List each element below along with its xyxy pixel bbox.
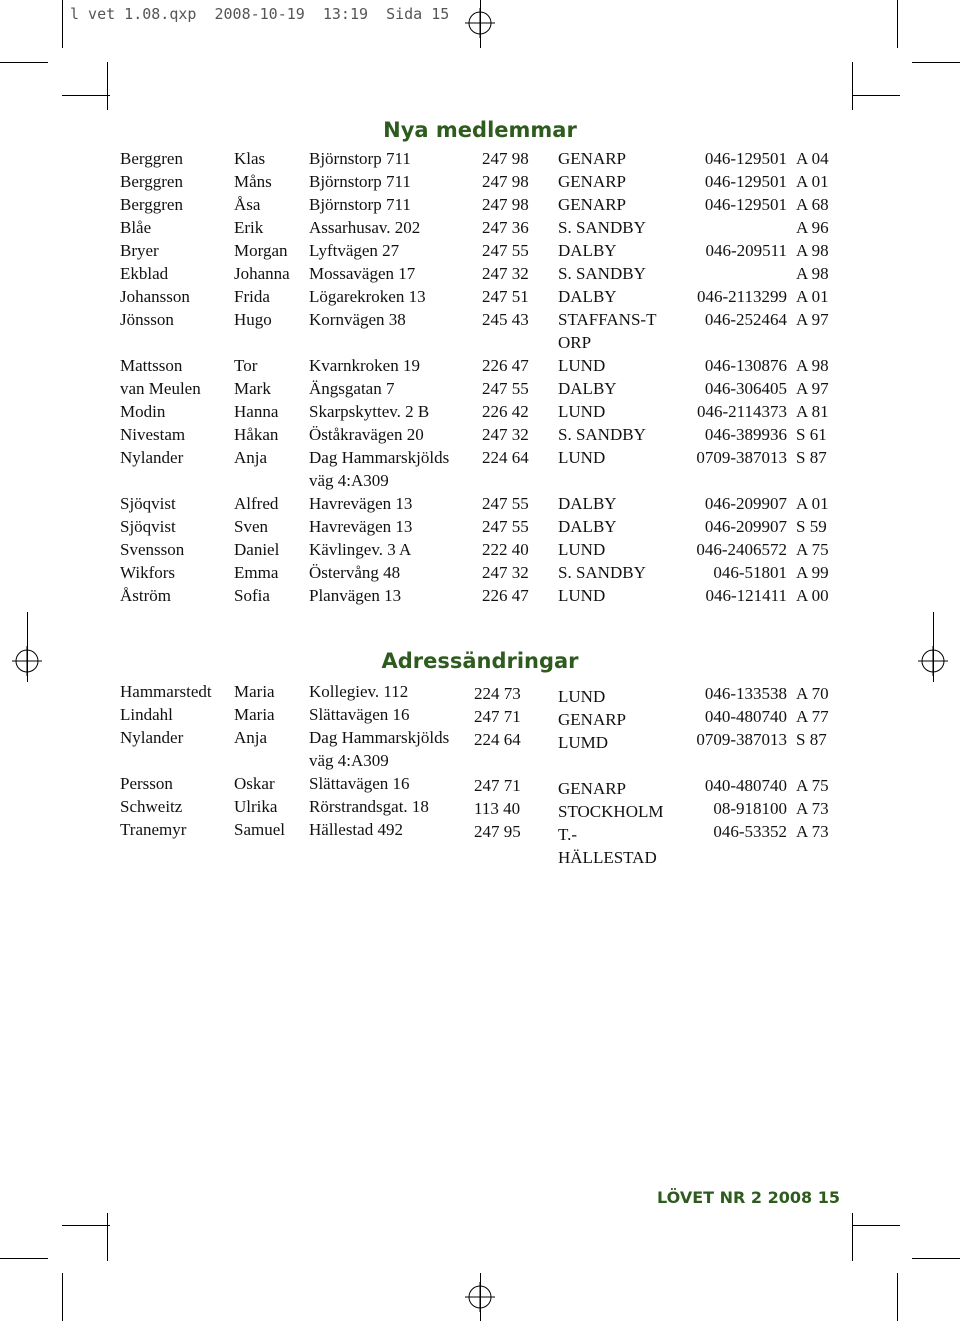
address: Ängsgatan 7 — [309, 379, 395, 398]
postal-code: 226 47 — [482, 356, 529, 375]
phone: 046-306405 — [704, 379, 787, 398]
postal-code: 247 95 — [474, 822, 521, 841]
first-name: Klas — [234, 149, 266, 168]
member-code: A 01 — [796, 494, 829, 513]
postal-code: 247 32 — [482, 425, 529, 444]
phone: 046-2114373 — [696, 402, 787, 421]
table-row — [120, 147, 832, 170]
member-code: A 81 — [796, 402, 829, 421]
address: Planvägen 13 — [309, 586, 402, 605]
table-row — [120, 377, 832, 400]
address-changes-table — [120, 680, 832, 867]
table-row — [120, 354, 832, 377]
first-name: Mark — [234, 379, 271, 398]
last-name: Ekblad — [120, 264, 169, 283]
phone: 0709-387013 — [696, 730, 787, 749]
table-row — [120, 446, 832, 492]
address: Lyftvägen 27 — [309, 241, 400, 260]
address: Havrevägen 13 — [309, 494, 413, 513]
city: S. SANDBY — [558, 425, 646, 444]
first-name: Daniel — [234, 540, 280, 559]
table-row — [120, 538, 832, 561]
table-row — [120, 285, 832, 308]
first-name: Emma — [234, 563, 279, 582]
address: Havrevägen 13 — [309, 517, 413, 536]
address: Dag Hammarskjölds väg 4:A309 — [309, 448, 450, 490]
first-name: Maria — [234, 705, 275, 724]
first-name: Samuel — [234, 820, 285, 839]
address: Kävlingev. 3 A — [309, 540, 412, 559]
city: GENARP — [558, 195, 627, 214]
phone: 046-130876 — [704, 356, 787, 375]
postal-code: 247 98 — [482, 149, 529, 168]
city: GENARP — [558, 149, 627, 168]
phone: 046-51801 — [713, 563, 787, 582]
address: Östervång 48 — [309, 563, 401, 582]
last-name: Sjöqvist — [120, 494, 176, 513]
phone: 046-129501 — [704, 172, 787, 191]
address: Björnstorp 711 — [309, 172, 411, 191]
member-code: A 01 — [796, 172, 829, 191]
first-name: Morgan — [234, 241, 288, 260]
member-code: A 96 — [796, 218, 829, 237]
table-row — [120, 515, 832, 538]
city: DALBY — [558, 379, 617, 398]
city: GENARP — [558, 779, 627, 798]
member-code: S 87 — [796, 448, 827, 467]
member-code: A 99 — [796, 563, 829, 582]
first-name: Erik — [234, 218, 264, 237]
address: Skarpskyttev. 2 B — [309, 402, 430, 421]
last-name: Nivestam — [120, 425, 186, 444]
phone: 040-480740 — [704, 776, 787, 795]
city: LUND — [558, 356, 606, 375]
postal-code: 224 64 — [474, 730, 521, 749]
last-name: Berggren — [120, 149, 183, 168]
phone: 046-129501 — [704, 195, 787, 214]
postal-code: 222 40 — [482, 540, 529, 559]
first-name: Anja — [234, 448, 268, 467]
phone: 046-2113299 — [696, 287, 787, 306]
last-name: Hammarstedt — [120, 682, 212, 701]
print-slug: l vet 1.08.qxp 2008-10-19 13:19 Sida 15 — [70, 5, 450, 23]
postal-code: 224 73 — [474, 684, 521, 703]
table-row — [120, 239, 832, 262]
first-name: Hanna — [234, 402, 279, 421]
postal-code: 226 47 — [482, 586, 529, 605]
member-code: A 98 — [796, 241, 829, 260]
phone: 046-2406572 — [696, 540, 787, 559]
member-code: S 61 — [796, 425, 827, 444]
first-name: Frida — [234, 287, 270, 306]
address: Björnstorp 711 — [309, 149, 411, 168]
table-row — [120, 423, 832, 446]
postal-code: 247 32 — [482, 264, 529, 283]
page-footer: LÖVET NR 2 2008 15 — [657, 1188, 840, 1207]
member-code: A 73 — [796, 799, 829, 818]
table-row — [120, 795, 832, 821]
postal-code: 245 43 — [482, 310, 529, 329]
phone: 046-133538 — [704, 684, 787, 703]
crop-mark — [852, 1213, 853, 1261]
member-code: A 04 — [796, 149, 829, 168]
crop-mark — [480, 1273, 481, 1321]
section-title-address-changes: Adressändringar — [381, 649, 579, 673]
city: DALBY — [558, 241, 617, 260]
last-name: Åström — [120, 586, 171, 605]
city: LUND — [558, 586, 606, 605]
crop-mark — [852, 62, 853, 110]
phone: 046-53352 — [713, 822, 787, 841]
address: Rörstrandsgat. 18 — [309, 797, 429, 816]
member-code: A 75 — [796, 540, 829, 559]
city: STOCKHOLM — [558, 802, 664, 821]
address: Lögarekroken 13 — [309, 287, 426, 306]
city: S. SANDBY — [558, 563, 646, 582]
city: DALBY — [558, 517, 617, 536]
crop-mark — [852, 1225, 900, 1226]
member-code: A 70 — [796, 684, 829, 703]
city: DALBY — [558, 287, 617, 306]
postal-code: 247 55 — [482, 241, 529, 260]
last-name: Berggren — [120, 172, 183, 191]
member-code: A 98 — [796, 356, 829, 375]
crop-mark — [897, 1273, 898, 1321]
phone: 046-129501 — [704, 149, 787, 168]
last-name: Johansson — [120, 287, 190, 306]
table-row — [120, 584, 832, 607]
address: Kornvägen 38 — [309, 310, 406, 329]
last-name: Jönsson — [120, 310, 174, 329]
city: T.-HÄLLESTAD — [558, 825, 657, 867]
address: Slättavägen 16 — [309, 774, 410, 793]
postal-code: 247 32 — [482, 563, 529, 582]
first-name: Sofia — [234, 586, 270, 605]
address: Assarhusav. 202 — [309, 218, 421, 237]
crop-mark — [62, 1273, 63, 1321]
crop-mark — [62, 1225, 110, 1226]
city: S. SANDBY — [558, 218, 646, 237]
phone: 0709-387013 — [696, 448, 787, 467]
member-code: A 68 — [796, 195, 829, 214]
address: Slättavägen 16 — [309, 705, 410, 724]
postal-code: 247 71 — [474, 707, 521, 726]
last-name: Sjöqvist — [120, 517, 176, 536]
postal-code: 247 36 — [482, 218, 529, 237]
crop-mark — [107, 62, 108, 110]
table-row — [120, 492, 832, 515]
member-code: A 75 — [796, 776, 829, 795]
first-name: Oskar — [234, 774, 275, 793]
postal-code: 247 98 — [482, 172, 529, 191]
table-row — [120, 308, 832, 354]
postal-code: 224 64 — [482, 448, 529, 467]
crop-mark — [0, 1258, 48, 1259]
first-name: Alfred — [234, 494, 279, 513]
postal-code: 247 55 — [482, 494, 529, 513]
last-name: Persson — [120, 774, 173, 793]
city: GENARP — [558, 710, 627, 729]
crop-mark — [107, 1213, 108, 1261]
city: LUND — [558, 402, 606, 421]
last-name: Schweitz — [120, 797, 183, 816]
table-row — [120, 726, 832, 772]
first-name: Sven — [234, 517, 268, 536]
last-name: Bryer — [120, 241, 159, 260]
member-code: S 59 — [796, 517, 827, 536]
table-row — [120, 193, 832, 216]
postal-code: 113 40 — [474, 799, 521, 818]
phone: 046-252464 — [704, 310, 787, 329]
last-name: Mattsson — [120, 356, 183, 375]
table-row — [120, 818, 832, 867]
crop-mark — [897, 0, 898, 48]
table-row — [120, 170, 832, 193]
section-title-new-members: Nya medlemmar — [383, 118, 577, 142]
city: LUND — [558, 687, 606, 706]
crop-mark — [0, 62, 48, 63]
city: LUMD — [558, 733, 609, 752]
crop-mark — [912, 62, 960, 63]
first-name: Maria — [234, 682, 275, 701]
city: LUND — [558, 448, 606, 467]
member-code: A 00 — [796, 586, 829, 605]
member-code: A 98 — [796, 264, 829, 283]
first-name: Måns — [234, 172, 272, 191]
phone: 046-209511 — [705, 241, 787, 260]
member-code: A 97 — [796, 379, 829, 398]
last-name: Blåe — [120, 218, 152, 237]
table-row — [120, 400, 832, 423]
table-row — [120, 680, 832, 706]
crop-mark — [62, 95, 110, 96]
first-name: Johanna — [234, 264, 290, 283]
table-row — [120, 262, 832, 285]
address: Kollegiev. 112 — [309, 682, 409, 701]
first-name: Håkan — [234, 425, 279, 444]
first-name: Ulrika — [234, 797, 278, 816]
address: Öståkravägen 20 — [309, 425, 424, 444]
new-members-table — [120, 147, 832, 607]
postal-code: 247 55 — [482, 379, 529, 398]
table-row — [120, 561, 832, 584]
first-name: Tor — [234, 356, 258, 375]
last-name: Nylander — [120, 728, 184, 747]
first-name: Åsa — [234, 195, 261, 214]
member-code: A 73 — [796, 822, 829, 841]
address: Björnstorp 711 — [309, 195, 411, 214]
city: STAFFANS-TORP — [558, 310, 657, 352]
phone: 046-209907 — [704, 517, 787, 536]
table-row — [120, 703, 832, 729]
city: DALBY — [558, 494, 617, 513]
address: Kvarnkroken 19 — [309, 356, 420, 375]
address: Hällestad 492 — [309, 820, 403, 839]
member-code: S 87 — [796, 730, 827, 749]
member-code: A 01 — [796, 287, 829, 306]
crop-mark — [480, 0, 481, 48]
postal-code: 247 55 — [482, 517, 529, 536]
last-name: Tranemyr — [120, 820, 187, 839]
table-row — [120, 216, 832, 239]
table-row — [120, 772, 832, 798]
last-name: Berggren — [120, 195, 183, 214]
first-name: Hugo — [234, 310, 272, 329]
last-name: Nylander — [120, 448, 184, 467]
phone: 040-480740 — [704, 707, 787, 726]
member-code: A 77 — [796, 707, 829, 726]
postal-code: 226 42 — [482, 402, 529, 421]
last-name: Modin — [120, 402, 166, 421]
phone: 046-209907 — [704, 494, 787, 513]
phone: 046-121411 — [705, 586, 787, 605]
phone: 08-918100 — [713, 799, 787, 818]
postal-code: 247 71 — [474, 776, 521, 795]
last-name: Wikfors — [120, 563, 176, 582]
first-name: Anja — [234, 728, 268, 747]
last-name: Svensson — [120, 540, 185, 559]
city: S. SANDBY — [558, 264, 646, 283]
postal-code: 247 98 — [482, 195, 529, 214]
crop-mark — [912, 1258, 960, 1259]
postal-code: 247 51 — [482, 287, 529, 306]
phone: 046-389936 — [704, 425, 787, 444]
city: LUND — [558, 540, 606, 559]
address: Mossavägen 17 — [309, 264, 416, 283]
last-name: Lindahl — [120, 705, 173, 724]
member-code: A 97 — [796, 310, 829, 329]
city: GENARP — [558, 172, 627, 191]
address: Dag Hammarskjölds väg 4:A309 — [309, 728, 450, 770]
last-name: van Meulen — [120, 379, 201, 398]
crop-mark — [62, 0, 63, 48]
crop-mark — [852, 95, 900, 96]
